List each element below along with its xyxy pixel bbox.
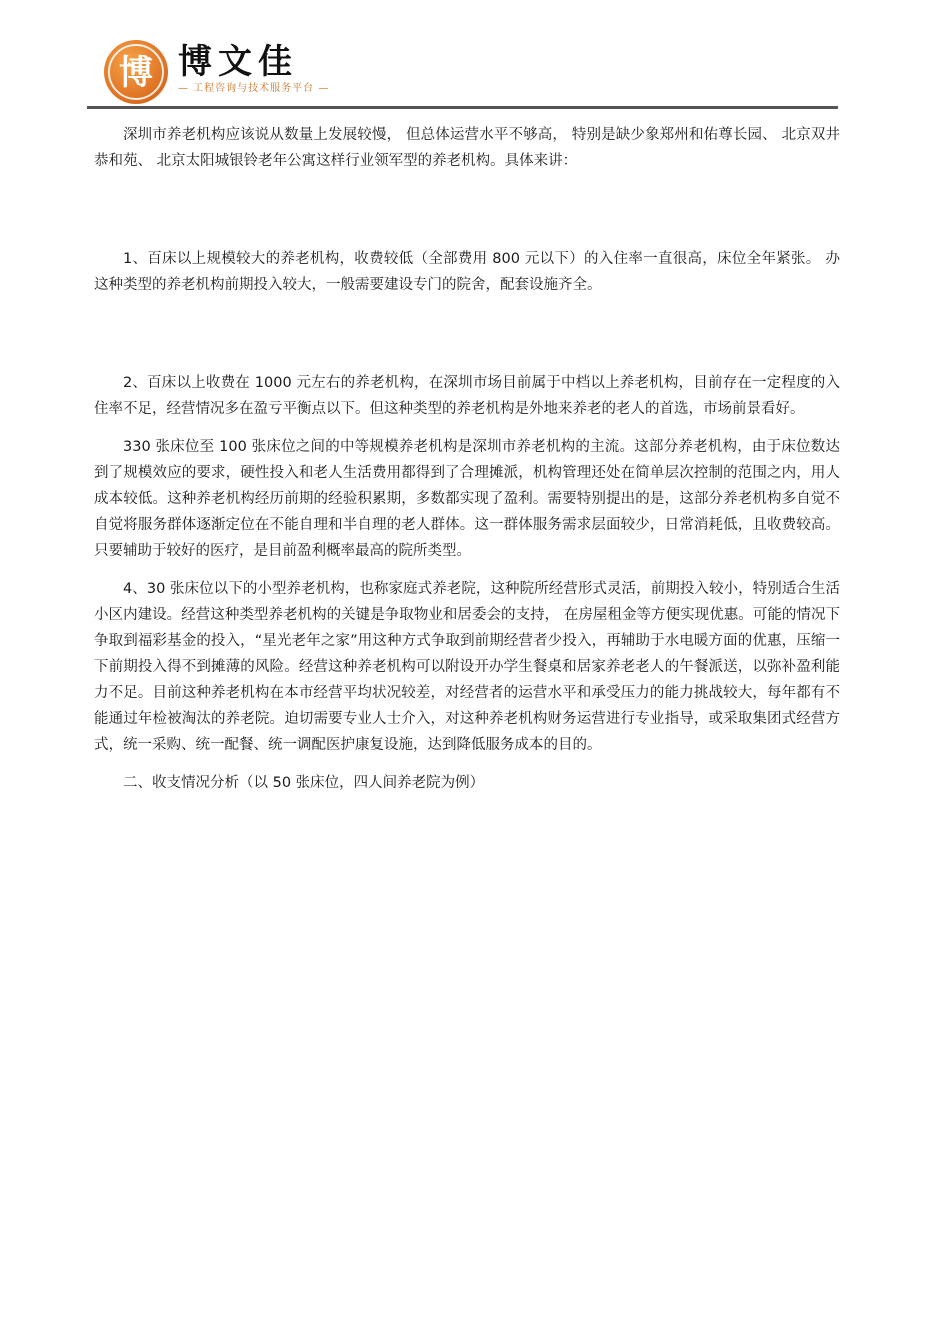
logo-char: 博 <box>119 53 153 93</box>
logo-seal-icon <box>102 38 170 106</box>
page-header <box>94 30 838 110</box>
document-body <box>94 122 840 796</box>
paragraph-item-1: 1、百床以上规模较大的养老机构，收费较低（全部费用 800 元以下）的入住率一直很高，床位全年紧张。 办这种类型的养老机构前期投入较大，一般需要建设专门的院舍，配套设施齐全。 <box>94 251 840 293</box>
brand-name: 博文佳 <box>178 42 298 82</box>
paragraph-item-2: 2、百床以上收费在 1000 元左右的养老机构，在深圳市场目前属于中档以上养老机构，目前存在一定程度的入住率不足，经营情况多在盈亏平衡点以下。但这种类型的养老机构是外地来养老的老人的首选，市场前景看好。 <box>94 375 840 417</box>
header-divider <box>87 106 838 109</box>
section-heading: 二、收支情况分析（以 50 张床位，四人间养老院为例） <box>123 775 485 791</box>
paragraph-item-4: 4、30 张床位以下的小型养老机构，也称家庭式养老院，这种院所经营形式灵活，前期投入较小，特别适合生活小区内建设。经营这种类型养老机构的关键是争取物业和居委会的支持， 在房屋租金等方便实现优惠。可能的情况下争取到福彩基金的投入，“星光老年之家”用这种方式争取到前期经营者少投入，再辅助于水电暖方面的优惠，压缩一下前期投入得不到摊薄的风险。经营这种养老机构可以附设开办学生餐桌和居家养老老人的午餐派送，以弥补盈利能力不足。目前这种养老机构在本市经营平均状况较差，对经营者的运营水平和承受压力的能力挑战较大，每年都有不能通过年检被淘汰的养老院。迫切需要专业人士介入，对这种养老机构财务运营进行专业指导，或采取集团式经营方式，统一采购、统一配餐、统一调配医护康复设施，达到降低服务成本的目的。 <box>94 581 840 753</box>
paragraph-intro: 深圳市养老机构应该说从数量上发展较慢， 但总体运营水平不够高， 特别是缺少象郑州和佑尊长园、 北京双井恭和苑、 北京太阳城银铃老年公寓这样行业领军型的养老机构。具体来讲： <box>94 127 840 169</box>
paragraph-item-3: 330 张床位至 100 张床位之间的中等规模养老机构是深圳市养老机构的主流。这部分养老机构，由于床位数达到了规模效应的要求，硬性投入和老人生活费用都得到了合理摊派，机构管理还处在简单层次控制的范围之内，用人成本较低。这种养老机构经历前期的经验积累期，多数都实现了盈利。需要特别提出的是，这部分养老机构多自觉不自觉将服务群体逐渐定位在不能自理和半自理的老人群体。这一群体服务需求层面较少，日常消耗低，且收费较高。 只要辅助于较好的医疗，是目前盈利概率最高的院所类型。 <box>94 439 840 559</box>
brand-tagline: — 工程咨询与技术服务平台 — <box>178 83 330 94</box>
